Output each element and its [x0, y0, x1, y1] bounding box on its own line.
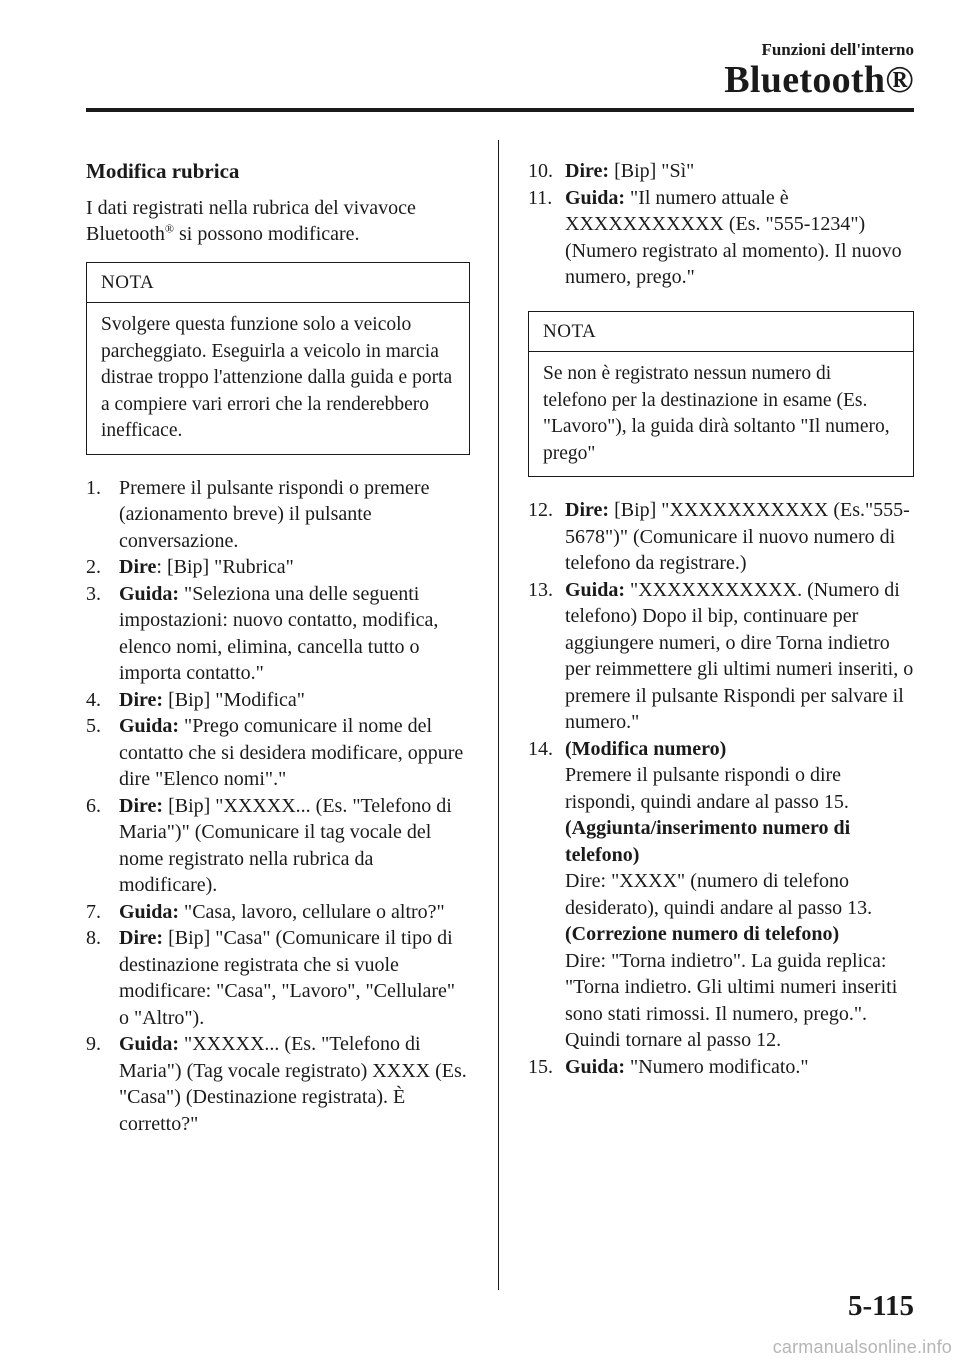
step-label: Guida: [119, 900, 180, 923]
step-item [528, 185, 914, 291]
step-item [86, 793, 470, 899]
right-column [528, 158, 914, 1080]
substep-heading: (Aggiunta/inserimento numero di telefono) [565, 817, 851, 866]
substep-text: Dire: "XXXX" (numero di telefono desiderato), quindi andare al passo 13. [565, 870, 873, 919]
step-label: Guida: [565, 186, 626, 209]
step-item [86, 713, 470, 793]
note-text: Svolgere questa funzione solo a veicolo parcheggiato. Eseguirla a veicolo in marcia distrae troppo l'attenzione dalla guida e porta a compiere vari errori che la renderebbero inefficace. [101, 314, 453, 441]
steps-list [528, 497, 914, 1080]
step-label: Guida: [565, 578, 626, 601]
note-text: Se non è registrato nessun numero di telefono per la destinazione in esame (Es. "Lavoro"), la guida dirà soltanto "Il numero, prego" [543, 363, 890, 464]
step-item [86, 687, 470, 714]
substep-text: Premere il pulsante rispondi o dire rispondi, quindi andare al passo 15. [565, 764, 849, 813]
step-label: Guida: [119, 582, 180, 605]
section-heading: Modifica rubrica [86, 159, 240, 183]
page-number: 5-115 [847, 1290, 914, 1322]
step-number: 3. [86, 582, 101, 605]
step-number: 14. [528, 737, 553, 760]
left-column [86, 158, 470, 1137]
step-number: 13. [528, 578, 553, 601]
step-number: 12. [528, 499, 553, 521]
step-number: 4. [86, 688, 101, 711]
step-number: 7. [86, 900, 101, 923]
step-number: 1. [86, 476, 101, 499]
step-label: Dire: [565, 499, 610, 521]
step-number: 11. [528, 186, 553, 209]
step-label: Dire: [119, 794, 164, 817]
step-item [528, 577, 914, 736]
note-title: NOTA [529, 312, 913, 353]
note-box [528, 311, 914, 478]
intro-text-b: si possono modificare. [174, 223, 360, 245]
step-item [86, 554, 470, 581]
step-text: "Prego comunicare il nome del contatto che si desidera modificare, oppure dire "Elenco nomi"." [119, 715, 464, 790]
step-number: 10. [528, 160, 553, 182]
step-number: 2. [86, 556, 101, 578]
step-text: "XXXXXXXXXXX. (Numero di telefono) Dopo il bip, continuare per aggiungere numeri, o dire Torna indietro per reimmettere gli ultimi numeri inseriti, o premere il pulsante Rispondi per salvare il numero." [565, 578, 914, 733]
step-label: Dire: [119, 688, 164, 711]
substep-heading: (Correzione numero di telefono) [565, 923, 840, 945]
step-text: [Bip] "XXXXXXXXXXX (Es."555-5678")" (Comunicare il nuovo numero di telefono da registrare.) [565, 499, 910, 574]
step-item [528, 158, 914, 185]
step-text: [Bip] "Sì" [609, 160, 695, 182]
step-item [86, 1031, 470, 1137]
steps-list [528, 158, 914, 291]
step-text: [Bip] "XXXXX... (Es. "Telefono di Maria")" (Comunicare il tag vocale del nome registrato nella rubrica da modificare). [119, 794, 452, 896]
step-number: 15. [528, 1055, 553, 1078]
step-label: Guida: [565, 1055, 626, 1078]
step-text: [Bip] "Modifica" [163, 688, 305, 711]
steps-list [86, 475, 470, 1138]
header-rule [86, 108, 914, 112]
watermark: carmanualsonline.info [772, 1337, 952, 1357]
intro-paragraph [86, 195, 470, 248]
step-item [528, 736, 914, 1054]
substep-heading: (Modifica numero) [565, 737, 727, 760]
step-number: 6. [86, 794, 101, 817]
step-item [528, 497, 914, 577]
step-item [86, 581, 470, 687]
step-label: Guida: [119, 1033, 180, 1055]
header-section: Funzioni dell'interno [761, 40, 914, 59]
column-divider [498, 140, 499, 1290]
step-text: "Numero modificato." [625, 1055, 809, 1078]
header-title: Bluetooth® [724, 59, 914, 101]
step-text: : [Bip] "Rubrica" [156, 556, 294, 578]
step-item [86, 899, 470, 926]
note-box [86, 262, 470, 455]
intro-text-a: I dati registrati nella rubrica del vivavoce Bluetooth [86, 196, 416, 245]
step-number: 5. [86, 715, 101, 737]
step-label: Guida: [119, 715, 180, 737]
step-text: "XXXXX... (Es. "Telefono di Maria") (Tag vocale registrato) XXXX (Es. "Casa") (Destinazione registrata). È corretto?" [119, 1033, 467, 1135]
step-number: 8. [86, 927, 101, 949]
step-label: Dire: [119, 927, 164, 949]
registered-mark: ® [164, 221, 175, 236]
step-text: [Bip] "Casa" (Comunicare il tipo di destinazione registrata che si vuole modificare: "Casa", "Lavoro", "Cellulare" o "Altro"). [119, 927, 456, 1029]
step-text: "Seleziona una delle seguenti impostazioni: nuovo contatto, modifica, elenco nomi, elimina, cancella tutto o importa contatto." [119, 582, 439, 684]
substep-text: Dire: "Torna indietro". La guida replica: "Torna indietro. Gli ultimi numeri inseriti sono stati rimossi. Il numero, prego.". Quindi tornare al passo 12. [565, 949, 898, 1051]
note-title: NOTA [87, 263, 469, 304]
step-label: Dire: [565, 160, 610, 182]
step-item [528, 1054, 914, 1081]
step-item [86, 925, 470, 1031]
step-item [86, 475, 470, 555]
step-text: "Casa, lavoro, cellulare o altro?" [179, 900, 445, 923]
step-text: Premere il pulsante rispondi o premere (azionamento breve) il pulsante conversazione. [119, 476, 430, 552]
step-number: 9. [86, 1033, 101, 1055]
step-text: "Il numero attuale è XXXXXXXXXXX (Es. "555-1234") (Numero registrato al momento). Il nuovo numero, prego." [565, 186, 902, 288]
step-label: Dire [119, 556, 157, 578]
